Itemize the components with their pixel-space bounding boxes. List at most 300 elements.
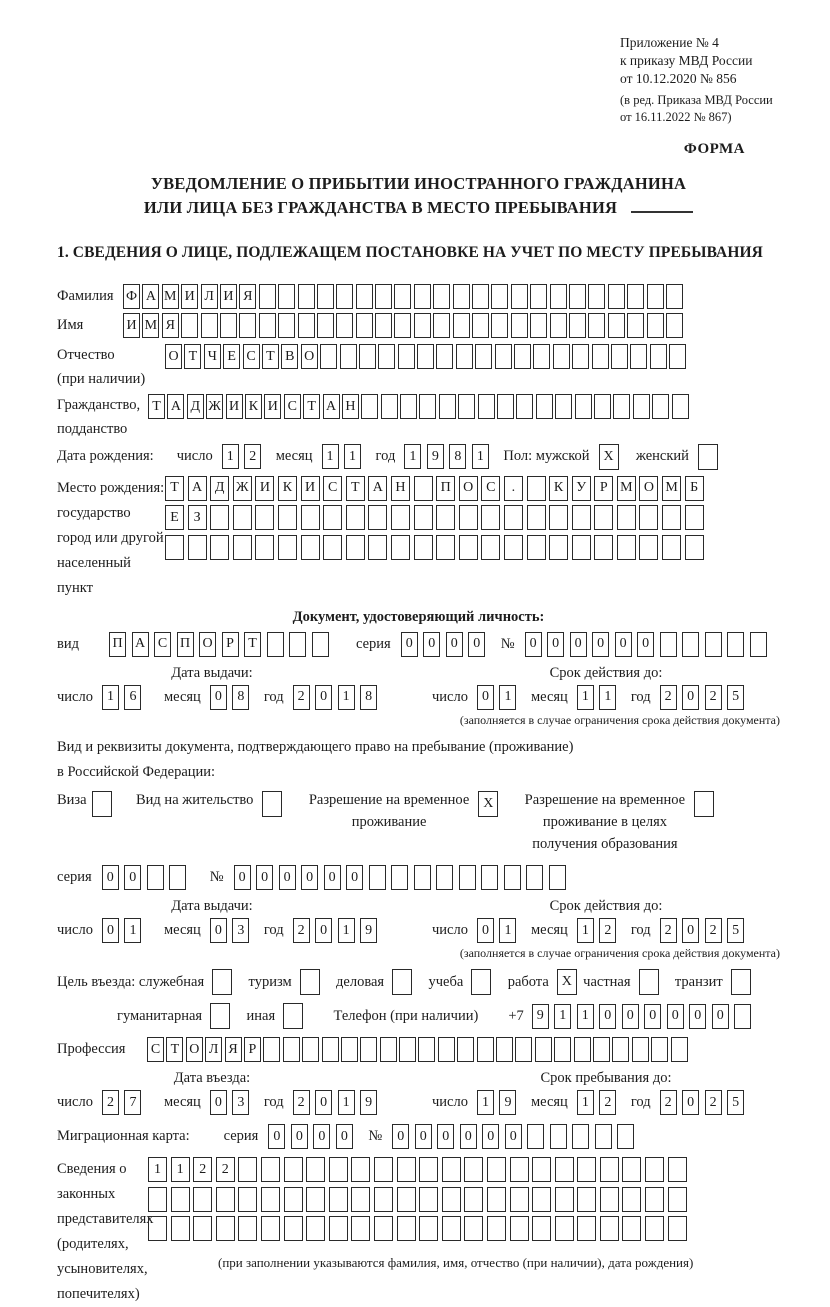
form-cell: [645, 1216, 664, 1241]
form-cell: К: [549, 476, 568, 501]
form-cell: [392, 969, 412, 995]
form-cell: 0: [592, 632, 609, 657]
form-cell: Я: [239, 284, 256, 309]
form-cell: [662, 505, 681, 530]
purpose-transit-checkbox: [731, 969, 753, 995]
form-cell: [238, 1157, 257, 1182]
form-cell: [397, 1216, 416, 1241]
form-cell: Д: [210, 476, 229, 501]
form-cell: Т: [303, 394, 320, 419]
form-cell: [572, 344, 589, 369]
permit-valid-day-cells: [477, 918, 522, 943]
form-label: ФОРМА: [683, 141, 745, 158]
form-cell: [491, 284, 508, 309]
form-cell: [414, 535, 433, 560]
amendment-line: (в ред. Приказа МВД России: [620, 93, 773, 108]
form-cell: Ж: [233, 476, 252, 501]
surname-label: Фамилия: [57, 288, 114, 305]
form-cell: X: [599, 444, 619, 470]
id-number-cells: [525, 632, 773, 657]
form-cell: О: [301, 344, 318, 369]
form-cell: 2: [244, 444, 261, 469]
form-cell: [391, 505, 410, 530]
form-cell: [530, 313, 547, 338]
entry-purpose-lead: Цель въезда: служебная: [57, 973, 205, 990]
permit-series-row: [57, 865, 780, 890]
form-cell: 0: [622, 1004, 639, 1029]
form-cell: [341, 1037, 358, 1062]
form-cell: [356, 284, 373, 309]
form-cell: [550, 313, 567, 338]
form-cell: [216, 1187, 235, 1212]
form-cell: 0: [525, 632, 542, 657]
form-cell: К: [278, 476, 297, 501]
form-cell: [433, 313, 450, 338]
stay-year-cells: [660, 1090, 750, 1115]
doc-kind-label: вид: [57, 635, 79, 652]
form-cell: [374, 1216, 393, 1241]
form-cell: А: [368, 476, 387, 501]
form-cell: 1: [472, 444, 489, 469]
form-cell: С: [147, 1037, 164, 1062]
page-title: [57, 172, 780, 220]
form-cell: [374, 1187, 393, 1212]
form-cell: [472, 313, 489, 338]
form-cell: [511, 284, 528, 309]
form-cell: [666, 313, 683, 338]
form-cell: 0: [392, 1124, 409, 1149]
form-cell: У: [572, 476, 591, 501]
form-cell: [481, 865, 498, 890]
form-cell: [278, 284, 295, 309]
form-cell: [514, 344, 531, 369]
citizenship-label: Гражданство, подданство: [57, 397, 141, 438]
form-cell: [171, 1216, 190, 1241]
form-cell: [668, 1216, 687, 1241]
form-cell: 0: [712, 1004, 729, 1029]
form-cell: [481, 535, 500, 560]
form-cell: [572, 535, 591, 560]
form-cell: [731, 969, 751, 995]
form-cell: [283, 1003, 303, 1029]
form-cell: [233, 505, 252, 530]
form-cell: 0: [460, 1124, 477, 1149]
form-cell: [188, 535, 207, 560]
form-cell: [504, 505, 523, 530]
form-cell: [418, 1037, 435, 1062]
form-cell: Т: [166, 1037, 183, 1062]
id-issue-year-cells: [293, 685, 383, 710]
form-cell: [193, 1187, 212, 1212]
form-cell: [577, 1187, 596, 1212]
form-cell: О: [459, 476, 478, 501]
form-cell: 0: [423, 632, 440, 657]
form-cell: [550, 1124, 567, 1149]
form-cell: [532, 1216, 551, 1241]
form-cell: 0: [102, 918, 119, 943]
form-cell: [472, 284, 489, 309]
id-doc-dates: Дата выдачи: число 1 6 месяц 0 8 год 2 0 1 8 Срок действия до: число 0 1 месяц 1 1 год 2 0 2 5 (заполняется в случае ограничения срока действия документа): [57, 664, 780, 727]
temp-residence-option: [309, 790, 501, 834]
sex-female-checkbox: [698, 444, 720, 470]
identity-doc-row: [57, 632, 780, 657]
form-cell: [632, 1037, 649, 1062]
form-cell: [594, 505, 613, 530]
permit-issue-month-cells: [210, 918, 255, 943]
form-cell: X: [557, 969, 577, 995]
form-cell: [672, 394, 689, 419]
sex-female-label: женский: [635, 448, 689, 465]
identity-doc-heading: Документ, удостоверяющий личность:: [292, 608, 545, 625]
form-cell: [181, 313, 198, 338]
permit-number-cells: [234, 865, 572, 890]
form-cell: 0: [637, 632, 654, 657]
form-cell: [261, 1157, 280, 1182]
form-cell: [608, 284, 625, 309]
form-cell: [487, 1187, 506, 1212]
form-cell: [669, 344, 686, 369]
representatives-cells-row2: [148, 1187, 693, 1212]
form-cell: 3: [232, 1090, 249, 1115]
form-cell: [399, 1037, 416, 1062]
form-cell: [515, 1037, 532, 1062]
purpose-other-checkbox: [283, 1003, 305, 1029]
id-series-cells: [401, 632, 491, 657]
form-cell: 0: [279, 865, 296, 890]
form-cell: 9: [360, 1090, 377, 1115]
permit-valid-year-cells: [660, 918, 750, 943]
form-cell: [660, 632, 677, 657]
form-cell: [329, 1157, 348, 1182]
sex-male-label: Пол: мужской: [503, 448, 590, 465]
citizenship-row: [57, 394, 780, 442]
permit-number-sign: №: [209, 869, 224, 886]
form-cell: [652, 394, 669, 419]
form-cell: 0: [415, 1124, 432, 1149]
form-cell: [394, 313, 411, 338]
id-valid-year-cells: [660, 685, 750, 710]
visa-checkbox: [92, 791, 114, 817]
form-cell: 0: [234, 865, 251, 890]
form-cell: [510, 1157, 529, 1182]
form-cell: [453, 284, 470, 309]
id-valid-month-cells: [577, 685, 622, 710]
form-cell: [210, 535, 229, 560]
form-cell: 2: [193, 1157, 212, 1182]
form-cell: Б: [685, 476, 704, 501]
form-cell: 9: [499, 1090, 516, 1115]
form-cell: [527, 1124, 544, 1149]
purpose-work-label: работа: [507, 973, 549, 990]
form-cell: [527, 535, 546, 560]
given-name-cells: [123, 313, 685, 338]
form-cell: [436, 865, 453, 890]
form-cell: [668, 1187, 687, 1212]
form-cell: Л: [205, 1037, 222, 1062]
form-cell: [414, 284, 431, 309]
form-cell: [147, 865, 164, 890]
purpose-work-checkbox: [557, 969, 579, 995]
form-cell: [588, 284, 605, 309]
form-cell: [613, 394, 630, 419]
temp-residence-edu-checkbox: [694, 791, 716, 817]
valid-until-label: Срок действия до:: [549, 664, 663, 681]
form-cell: 0: [615, 632, 632, 657]
purpose-transit-label: транзит: [674, 973, 723, 990]
permit-issue-day-cells: [102, 918, 147, 943]
form-cell: 2: [705, 918, 722, 943]
form-cell: [148, 1216, 167, 1241]
form-cell: [351, 1216, 370, 1241]
form-cell: 2: [660, 918, 677, 943]
form-cell: 0: [210, 918, 227, 943]
form-cell: [301, 505, 320, 530]
form-cell: [329, 1216, 348, 1241]
form-cell: [148, 1187, 167, 1212]
birth-date-row: [57, 444, 780, 470]
form-cell: 1: [599, 685, 616, 710]
form-cell: [497, 394, 514, 419]
number-sign: №: [500, 635, 515, 652]
given-name-row: [57, 313, 780, 338]
mig-series-label: серия: [223, 1128, 259, 1145]
form-cell: 1: [338, 918, 355, 943]
form-cell: [400, 394, 417, 419]
form-cell: И: [264, 394, 281, 419]
form-cell: [414, 476, 433, 501]
form-cell: 0: [401, 632, 418, 657]
form-cell: [201, 313, 218, 338]
purpose-tourism-label: туризм: [248, 973, 292, 990]
residence-permit-label: Вид на жительство: [136, 792, 254, 809]
form-cell: 0: [547, 632, 564, 657]
form-cell: [302, 1037, 319, 1062]
form-cell: [261, 1187, 280, 1212]
form-cell: [535, 1037, 552, 1062]
form-cell: [329, 1187, 348, 1212]
form-cell: [471, 969, 491, 995]
form-cell: Я: [225, 1037, 242, 1062]
form-cell: М: [162, 284, 179, 309]
title-line-1: УВЕДОМЛЕНИЕ О ПРИБЫТИИ ИНОСТРАННОГО ГРАЖДАНИНА: [150, 174, 687, 194]
form-cell: 0: [446, 632, 463, 657]
visa-option: [57, 790, 114, 817]
form-cell: 0: [570, 632, 587, 657]
form-cell: 0: [477, 918, 494, 943]
birth-date-label: Дата рождения:: [57, 448, 154, 465]
form-cell: [414, 505, 433, 530]
form-cell: И: [255, 476, 274, 501]
form-cell: М: [142, 313, 159, 338]
form-cell: [417, 344, 434, 369]
amendment-line: от 16.11.2022 № 867): [620, 109, 732, 124]
form-cell: [359, 344, 376, 369]
form-cell: 0: [124, 865, 141, 890]
birth-place-block: [57, 476, 780, 601]
form-cell: Д: [187, 394, 204, 419]
form-cell: 0: [313, 1124, 330, 1149]
citizenship-cells: [148, 394, 691, 419]
form-cell: С: [481, 476, 500, 501]
mig-number-sign: №: [368, 1128, 383, 1145]
form-cell: [438, 1037, 455, 1062]
form-cell: С: [323, 476, 342, 501]
permit-dates: Дата выдачи: число 0 1 месяц 0 3 год 2 0 1 9 Срок действия до: число 0 1 месяц 1 2 год 2 0 2 5 (заполняется в случае ограничения срока действия документа): [57, 898, 780, 961]
form-cell: [306, 1187, 325, 1212]
form-cell: [577, 1216, 596, 1241]
form-cell: А: [142, 284, 159, 309]
form-cell: [378, 344, 395, 369]
form-cell: 0: [477, 685, 494, 710]
form-cell: М: [662, 476, 681, 501]
form-cell: 6: [124, 685, 141, 710]
form-cell: [238, 1187, 257, 1212]
form-cell: [239, 313, 256, 338]
migration-card-row: [57, 1124, 780, 1149]
form-cell: 1: [577, 918, 594, 943]
form-cell: П: [109, 632, 126, 657]
birth-place-cells-row3: [165, 535, 707, 560]
surname-row: [57, 284, 780, 309]
form-cell: [92, 791, 112, 817]
form-cell: И: [226, 394, 243, 419]
form-cell: 8: [360, 685, 377, 710]
form-cell: [588, 313, 605, 338]
form-cell: 0: [682, 1090, 699, 1115]
form-cell: [360, 1037, 377, 1062]
form-cell: [278, 313, 295, 338]
form-cell: 1: [322, 444, 339, 469]
form-cell: [255, 535, 274, 560]
form-cell: [340, 344, 357, 369]
form-cell: Ч: [204, 344, 221, 369]
form-cell: 1: [577, 685, 594, 710]
form-cell: [322, 1037, 339, 1062]
form-cell: [298, 284, 315, 309]
form-cell: 1: [499, 918, 516, 943]
residence-doc-line2: в Российской Федерации:: [57, 763, 216, 780]
visa-label: Виза: [57, 792, 87, 809]
form-cell: 0: [599, 1004, 616, 1029]
form-cell: Р: [594, 476, 613, 501]
year-label: год: [375, 448, 396, 465]
form-cell: [647, 313, 664, 338]
patronymic-cells: [165, 344, 689, 369]
form-cell: 2: [660, 1090, 677, 1115]
purpose-official-checkbox: [212, 969, 234, 995]
form-cell: [351, 1187, 370, 1212]
form-cell: [491, 313, 508, 338]
form-cell: [532, 1187, 551, 1212]
residence-permit-option: [136, 790, 285, 817]
title-blank-underline: [631, 211, 693, 213]
form-cell: [414, 865, 431, 890]
form-cell: [368, 505, 387, 530]
form-cell: 0: [315, 1090, 332, 1115]
form-cell: Т: [244, 632, 261, 657]
form-cell: [734, 1004, 751, 1029]
form-cell: [380, 1037, 397, 1062]
form-cell: 0: [644, 1004, 661, 1029]
form-cell: [261, 1216, 280, 1241]
form-cell: А: [167, 394, 184, 419]
permit-type-row: [57, 790, 780, 855]
form-cell: С: [154, 632, 171, 657]
form-cell: [622, 1216, 641, 1241]
form-cell: [369, 865, 386, 890]
form-cell: 2: [102, 1090, 119, 1115]
form-cell: [685, 535, 704, 560]
form-cell: [622, 1187, 641, 1212]
permit-issue-year-cells: [293, 918, 383, 943]
form-cell: Ж: [206, 394, 223, 419]
form-cell: 2: [293, 918, 310, 943]
birth-place-cells-row1: [165, 476, 707, 501]
purpose-private-checkbox: [639, 969, 661, 995]
entry-day-cells: [102, 1090, 147, 1115]
form-cell: [436, 535, 455, 560]
form-cell: [555, 394, 572, 419]
form-cell: [550, 284, 567, 309]
form-cell: 1: [577, 1090, 594, 1115]
form-cell: О: [639, 476, 658, 501]
form-cell: [433, 284, 450, 309]
form-cell: 2: [660, 685, 677, 710]
purpose-tourism-checkbox: [300, 969, 322, 995]
form-cell: [346, 505, 365, 530]
form-cell: [419, 1187, 438, 1212]
form-cell: [593, 1037, 610, 1062]
form-cell: 1: [338, 1090, 355, 1115]
month-label: месяц: [275, 448, 313, 465]
form-cell: П: [177, 632, 194, 657]
form-cell: [464, 1157, 483, 1182]
form-cell: [592, 344, 609, 369]
series-label: серия: [356, 635, 391, 652]
form-cell: [639, 969, 659, 995]
form-cell: [577, 1157, 596, 1182]
form-cell: Л: [201, 284, 218, 309]
form-cell: 9: [427, 444, 444, 469]
permit-valid-until-label: Срок действия до:: [549, 898, 663, 915]
section1-heading: 1. СВЕДЕНИЯ О ЛИЦЕ, ПОДЛЕЖАЩЕМ ПОСТАНОВКЕ НА УЧЕТ ПО МЕСТУ ПРЕБЫВАНИЯ: [57, 244, 763, 262]
form-cell: [259, 284, 276, 309]
form-cell: [504, 535, 523, 560]
form-cell: Т: [346, 476, 365, 501]
form-cell: [555, 1187, 574, 1212]
form-cell: 2: [216, 1157, 235, 1182]
form-cell: 0: [689, 1004, 706, 1029]
form-cell: Ф: [123, 284, 140, 309]
form-cell: 1: [577, 1004, 594, 1029]
form-cell: [727, 632, 744, 657]
form-cell: [442, 1216, 461, 1241]
representatives-note: (при заполнении указываются фамилия, имя, отчество (при наличии), дата рождения): [218, 1255, 694, 1271]
form-cell: [527, 476, 546, 501]
form-cell: [361, 394, 378, 419]
surname-cells: [123, 284, 685, 309]
form-cell: [495, 344, 512, 369]
form-cell: X: [478, 791, 498, 817]
stay-until-label: Срок пребывания до:: [540, 1070, 672, 1087]
form-cell: [459, 535, 478, 560]
form-cell: Е: [223, 344, 240, 369]
purpose-business-checkbox: [392, 969, 414, 995]
form-cell: [323, 535, 342, 560]
form-cell: [323, 505, 342, 530]
form-cell: 0: [301, 865, 318, 890]
form-cell: [617, 535, 636, 560]
